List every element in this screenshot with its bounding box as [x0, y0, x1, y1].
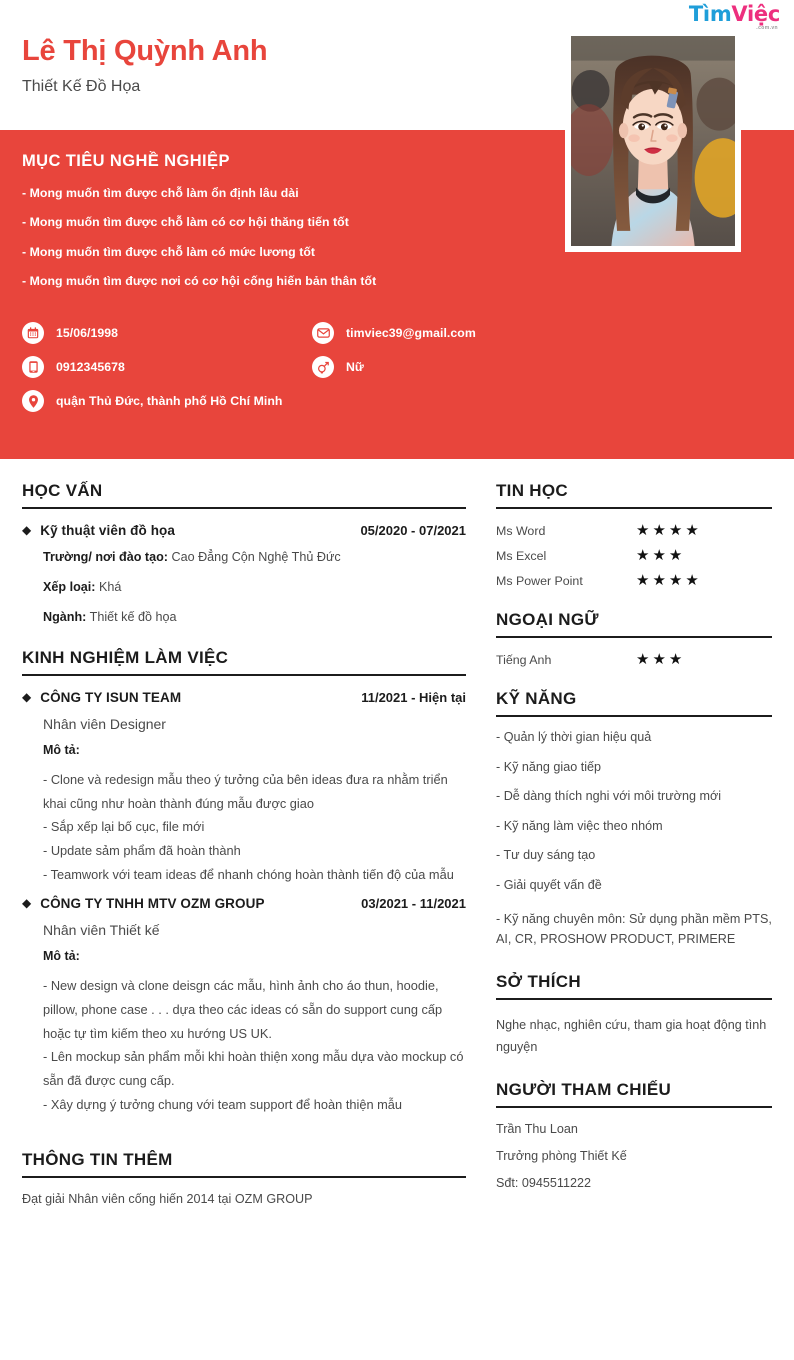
- site-logo[interactable]: [689, 4, 780, 31]
- experience-date: 03/2021 - 11/2021: [361, 896, 466, 912]
- contact-address-row: [22, 389, 302, 413]
- education-entry-title: Kỹ thuật viên đồ họa: [40, 523, 175, 538]
- contact-birthday-row: [22, 321, 302, 345]
- star-icon: ★★★: [636, 651, 686, 668]
- list-item: - Mong muốn tìm được chỗ làm có mức lương tốt: [22, 244, 316, 259]
- list-item: - Tư duy sáng tạo: [496, 848, 596, 863]
- languages-heading: NGOẠI NGỮ: [496, 610, 772, 638]
- list-item: - New design và clone deisgn các mẫu, hình ảnh cho áo thun, hoodie, pillow, phone case . . . dựa theo các ideas có sẵn do support cung cấp hoặc tự tìm kiếm theo xu hướng US UK.: [43, 978, 443, 1041]
- hobbies-section: [496, 972, 772, 1058]
- skills-list: [496, 731, 772, 950]
- experience-entry-head: [22, 690, 466, 705]
- right-column: [478, 481, 794, 1228]
- experience-entry-title-wrap: [22, 690, 181, 705]
- reference-position: Trưởng phòng Thiết Kế: [496, 1149, 627, 1164]
- references-heading: NGƯỜI THAM CHIẾU: [496, 1080, 772, 1108]
- list-item: - Update sảm phẩm đã hoàn thành: [43, 843, 241, 859]
- star-icon: ★★★: [636, 547, 686, 564]
- star-icon: ★★★★: [636, 572, 702, 589]
- list-item: - Clone và redesign mẫu theo ý tưởng của bên ideas đưa ra nhằm triển khai cũng như hoàn thành đúng mẫu được giao: [43, 772, 448, 811]
- diamond-bullet-icon: ◆: [22, 896, 32, 911]
- location-pin-icon: [22, 390, 44, 412]
- experience-date: 11/2021 - Hiện tại: [361, 690, 466, 705]
- list-item: - Lên mockup sản phẩm mỗi khi hoàn thiện xong mẫu dựa vào mockup có sẵn đã được cung cấp.: [43, 1049, 464, 1089]
- birthday-text: 15/06/1998: [56, 326, 119, 341]
- list-item: - Xây dựng ý tưởng chung với team support để hoàn thiện mẫu: [43, 1096, 403, 1112]
- list-item: - Quản lý thời gian hiệu quả: [496, 730, 652, 744]
- language-row: [496, 652, 772, 667]
- contact-column-right: [302, 321, 582, 423]
- job-title: Thiết Kế Đồ Họa: [22, 77, 141, 95]
- education-major-value: Thiết kế đồ họa: [86, 610, 177, 624]
- it-skill-row: [496, 548, 772, 563]
- experience-entry-title-wrap: [22, 896, 265, 911]
- contact-gender-row: [312, 355, 582, 379]
- cv-body: [0, 459, 794, 1228]
- reference-name: Trần Thu Loan: [496, 1122, 578, 1137]
- calendar-icon: [22, 322, 44, 344]
- education-entry: [22, 523, 466, 626]
- list-item: - Giải quyết vấn đề: [496, 877, 602, 892]
- experience-entry: [22, 896, 466, 1116]
- logo-viec-text: Việc: [731, 2, 780, 26]
- references-section: [496, 1080, 772, 1191]
- left-column: [0, 481, 478, 1228]
- experience-entry-head: [22, 896, 466, 911]
- hobbies-heading: SỞ THÍCH: [496, 972, 772, 1000]
- list-item: - Sắp xếp lại bố cục, file mới: [43, 819, 205, 835]
- portrait-photo: [571, 36, 735, 246]
- education-entry-title-wrap: [22, 523, 175, 538]
- list-item: - Mong muốn tìm được chỗ làm ổn định lâu dài: [22, 186, 299, 200]
- experience-bullets: [43, 974, 466, 1116]
- experience-desc-label: Mô tả:: [43, 743, 80, 757]
- education-major: [43, 609, 466, 626]
- it-skill-label: Ms Word: [496, 523, 546, 538]
- experience-entry: [22, 690, 466, 886]
- education-heading: HỌC VẤN: [22, 481, 466, 509]
- list-item: - Kỹ năng giao tiếp: [496, 759, 602, 774]
- experience-desc-label: Mô tả:: [43, 949, 80, 964]
- it-skill-row: [496, 523, 772, 538]
- list-item: - Teamwork với team ideas để nhanh chóng hoàn thành tiến độ của mẫu: [43, 866, 454, 882]
- gender-icon: [312, 356, 334, 378]
- education-grade: [43, 579, 466, 596]
- additional-info-text: Đạt giải Nhân viên cống hiến 2014 tại OZM GROUP: [22, 1192, 313, 1207]
- education-school: [43, 549, 466, 566]
- reference-phone: Sđt: 0945511222: [496, 1176, 592, 1191]
- contact-column-left: [22, 321, 302, 423]
- experience-role: Nhân viên Thiết kế: [43, 922, 160, 939]
- star-icon: ★★★★: [636, 522, 702, 539]
- diamond-bullet-icon: ◆: [22, 523, 32, 537]
- languages-section: [496, 610, 772, 667]
- logo-tim-text: Tìm: [688, 2, 732, 26]
- skills-heading: KỸ NĂNG: [496, 689, 772, 717]
- education-major-label: Ngành:: [43, 610, 87, 624]
- contact-phone-row: [22, 355, 302, 379]
- education-school-value: Cao Đẳng Cộn Nghệ Thủ Đức: [167, 550, 341, 564]
- experience-section: [22, 648, 466, 1116]
- contact-email-row: [312, 321, 582, 345]
- language-label: Tiếng Anh: [496, 652, 552, 667]
- list-item: - Kỹ năng chuyên môn: Sử dụng phần mềm PTS, AI, CR, PROSHOW PRODUCT, PRIMERE: [496, 911, 772, 947]
- envelope-icon: [312, 322, 334, 344]
- it-skills-section: [496, 481, 772, 588]
- it-skill-row: [496, 573, 772, 588]
- education-entry-head: [22, 523, 466, 538]
- list-item: - Kỹ năng làm việc theo nhóm: [496, 818, 663, 833]
- page-title: Lê Thị Quỳnh Anh: [22, 35, 268, 67]
- education-section: [22, 481, 466, 626]
- experience-heading: KINH NGHIỆM LÀM VIỆC: [22, 648, 466, 676]
- list-item: - Dễ dàng thích nghi với môi trường mới: [496, 789, 721, 804]
- list-item: - Mong muốn tìm được nơi có cơ hội cống hiến bản thân tốt: [22, 273, 377, 288]
- skills-section: [496, 689, 772, 950]
- list-item: - Mong muốn tìm được chỗ làm có cơ hội thăng tiến tốt: [22, 215, 349, 230]
- it-skill-label: Ms Power Point: [496, 573, 583, 588]
- additional-info-section: [22, 1138, 466, 1206]
- mobile-icon: [22, 356, 44, 378]
- phone-text: 0912345678: [56, 360, 125, 375]
- additional-info-heading: THÔNG TIN THÊM: [22, 1150, 466, 1178]
- contact-info: [22, 321, 582, 423]
- email-text: timviec39@gmail.com: [346, 326, 476, 341]
- diamond-bullet-icon: ◆: [22, 690, 32, 704]
- experience-bullets: [43, 768, 466, 886]
- hobbies-text: Nghe nhạc, nghiên cứu, tham gia hoạt động tình nguyện: [496, 1018, 767, 1055]
- objective-title: MỤC TIÊU NGHỀ NGHIỆP: [22, 152, 230, 170]
- education-entry-date: 05/2020 - 07/2021: [360, 523, 466, 538]
- education-grade-value: Khá: [95, 580, 122, 594]
- it-skill-label: Ms Excel: [496, 548, 547, 563]
- experience-role: Nhân viên Designer: [43, 716, 166, 732]
- it-skills-heading: TIN HỌC: [496, 481, 772, 509]
- experience-company: CÔNG TY ISUN TEAM: [40, 690, 182, 705]
- logo-domain-text: .com.vn: [756, 25, 778, 31]
- gender-text: Nữ: [346, 360, 364, 375]
- experience-company: CÔNG TY TNHH MTV OZM GROUP: [40, 896, 265, 912]
- address-text: quận Thủ Đức, thành phố Hồ Chí Minh: [56, 394, 283, 409]
- portrait-illustration: [571, 36, 735, 246]
- education-school-label: Trường/ nơi đào tạo:: [43, 550, 168, 564]
- education-grade-label: Xếp loại:: [43, 580, 96, 594]
- avatar: [565, 30, 741, 252]
- logo-wordmark: [689, 4, 780, 25]
